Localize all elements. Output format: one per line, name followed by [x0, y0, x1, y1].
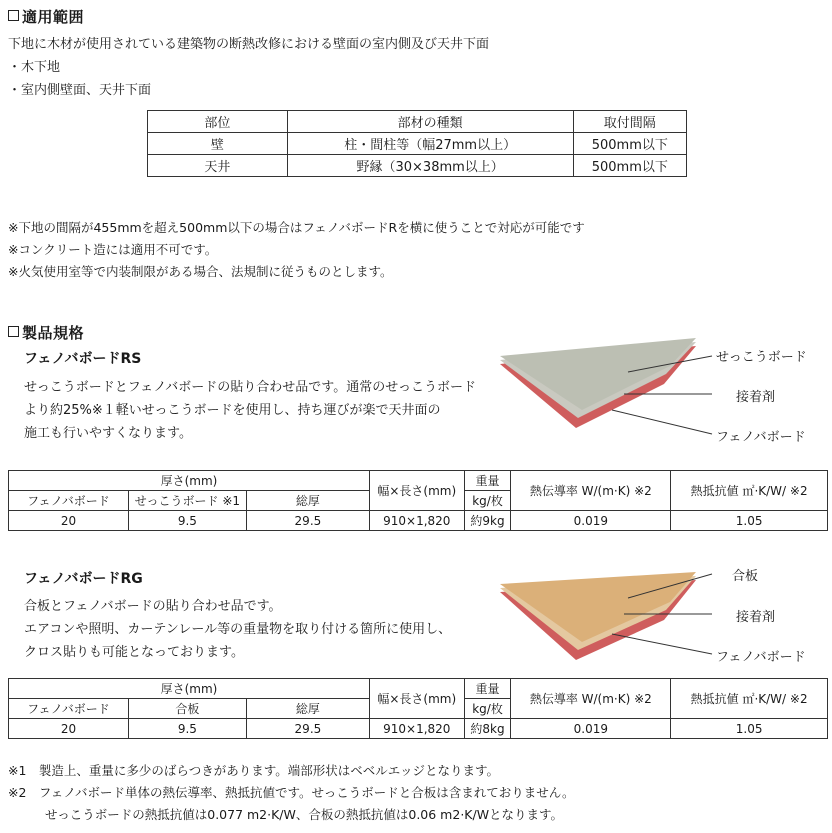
layer-label: フェノバボード: [716, 650, 806, 665]
table-cell: 20: [9, 719, 129, 739]
product-description: より約25%※１軽いせっこうボードを使用し、持ち運びが楽で天井面の: [24, 403, 441, 418]
table-subheader: フェノバボード: [9, 491, 129, 511]
table-header: 部材の種類: [287, 111, 573, 133]
table-cell: 約9kg: [464, 511, 511, 531]
layer-label: フェノバボード: [716, 430, 806, 445]
table-header: 重量: [464, 679, 511, 699]
table-cell: 910×1,820: [369, 511, 464, 531]
layer-label: 接着剤: [736, 610, 776, 625]
table-subheader: せっこうボード ※1: [128, 491, 246, 511]
table-cell: 500mm以下: [573, 133, 686, 155]
table-header: 幅×長さ(mm): [369, 471, 464, 511]
table-cell: 約8kg: [464, 719, 511, 739]
board-rs-illustration: [500, 338, 712, 434]
scope-note: ※火気使用室等で内装制限がある場合、法規制に従うものとします。: [8, 264, 393, 279]
spec-heading: 製品規格: [8, 322, 84, 343]
table-subheader: 総厚: [246, 491, 369, 511]
table-subheader: フェノバボード: [9, 699, 129, 719]
board-rg-illustration: [500, 572, 712, 660]
table-header: 取付間隔: [573, 111, 686, 133]
table-row: [9, 511, 828, 531]
table-cell: 910×1,820: [369, 719, 464, 739]
table-cell: 1.05: [671, 511, 828, 531]
table-cell: 9.5: [128, 511, 246, 531]
scope-description: 下地に木材が使用されている建築物の断熱改修における壁面の室内側及び天井下面: [8, 37, 490, 52]
table-subheader: 総厚: [246, 699, 369, 719]
product-description: 合板とフェノバボードの貼り合わせ品です。: [24, 599, 282, 614]
product-description: 施工も行いやすくなります。: [24, 426, 192, 441]
table-subheader: 合板: [128, 699, 246, 719]
scope-item: ・室内側壁面、天井下面: [8, 83, 152, 98]
spec-table-rg: [8, 678, 828, 739]
table-header: 熱抵抗値 ㎡·K/W/ ※2: [671, 679, 828, 719]
layer-label: 接着剤: [736, 390, 776, 405]
footnote: ※2 フェノバボード単体の熱伝導率、熱抵抗値です。せっこうボードと合板は含まれておりません。: [8, 785, 575, 800]
spec-table-rs: [8, 470, 828, 531]
table-header-row: [9, 471, 828, 491]
table-cell: 野縁（30×38mm以上）: [287, 155, 573, 177]
layer-label: 合板: [732, 569, 759, 584]
scope-item: ・木下地: [8, 60, 61, 75]
table-header: 厚さ(mm): [9, 471, 370, 491]
footnote: ※1 製造上、重量に多少のばらつきがあります。端部形状はベベルエッジとなります。: [8, 763, 500, 778]
product-name-rg: フェノバボードRG: [24, 571, 143, 587]
table-header: 重量: [464, 471, 511, 491]
table-cell: 柱・間柱等（幅27mm以上）: [287, 133, 573, 155]
table-cell: 29.5: [246, 719, 369, 739]
table-cell: 壁: [148, 133, 288, 155]
product-description: クロス貼りも可能となっております。: [24, 645, 244, 660]
layer-label: せっこうボード: [716, 350, 807, 365]
product-description: せっこうボードとフェノバボードの貼り合わせ品です。通常のせっこうボード: [24, 380, 477, 395]
table-header: 熱抵抗値 ㎡·K/W/ ※2: [671, 471, 828, 511]
scope-note: ※コンクリート造には適用不可です。: [8, 242, 218, 257]
table-header-row: [9, 679, 828, 699]
footnote: せっこうボードの熱抵抗値は0.077 m2·K/W、合板の熱抵抗値は0.06 m2·K/Wとなります。: [45, 807, 564, 822]
table-cell: 0.019: [511, 719, 671, 739]
table-row: [9, 719, 828, 739]
product-description: エアコンや照明、カーテンレール等の重量物を取り付ける箇所に使用し、: [24, 622, 452, 637]
leader-line: [612, 634, 712, 654]
table-header: 厚さ(mm): [9, 679, 370, 699]
table-cell: 29.5: [246, 511, 369, 531]
table-header: 熱伝導率 W/(m·K) ※2: [511, 679, 671, 719]
table-cell: 500mm以下: [573, 155, 686, 177]
scope-note: ※下地の間隔が455mmを超え500mm以下の場合はフェノバボードRを横に使うことで対応が可能です: [8, 220, 585, 235]
table-header: 幅×長さ(mm): [369, 679, 464, 719]
product-name-rs: フェノバボードRS: [24, 351, 142, 367]
table-subheader: kg/枚: [464, 491, 511, 511]
table-cell: 1.05: [671, 719, 828, 739]
scope-heading: 適用範囲: [8, 6, 84, 27]
leader-line: [612, 410, 712, 434]
table-header: 部位: [148, 111, 288, 133]
table-cell: 20: [9, 511, 129, 531]
table-cell: 天井: [148, 155, 288, 177]
table-header: 熱伝導率 W/(m·K) ※2: [511, 471, 671, 511]
table-subheader: kg/枚: [464, 699, 511, 719]
table-cell: 0.019: [511, 511, 671, 531]
table-cell: 9.5: [128, 719, 246, 739]
